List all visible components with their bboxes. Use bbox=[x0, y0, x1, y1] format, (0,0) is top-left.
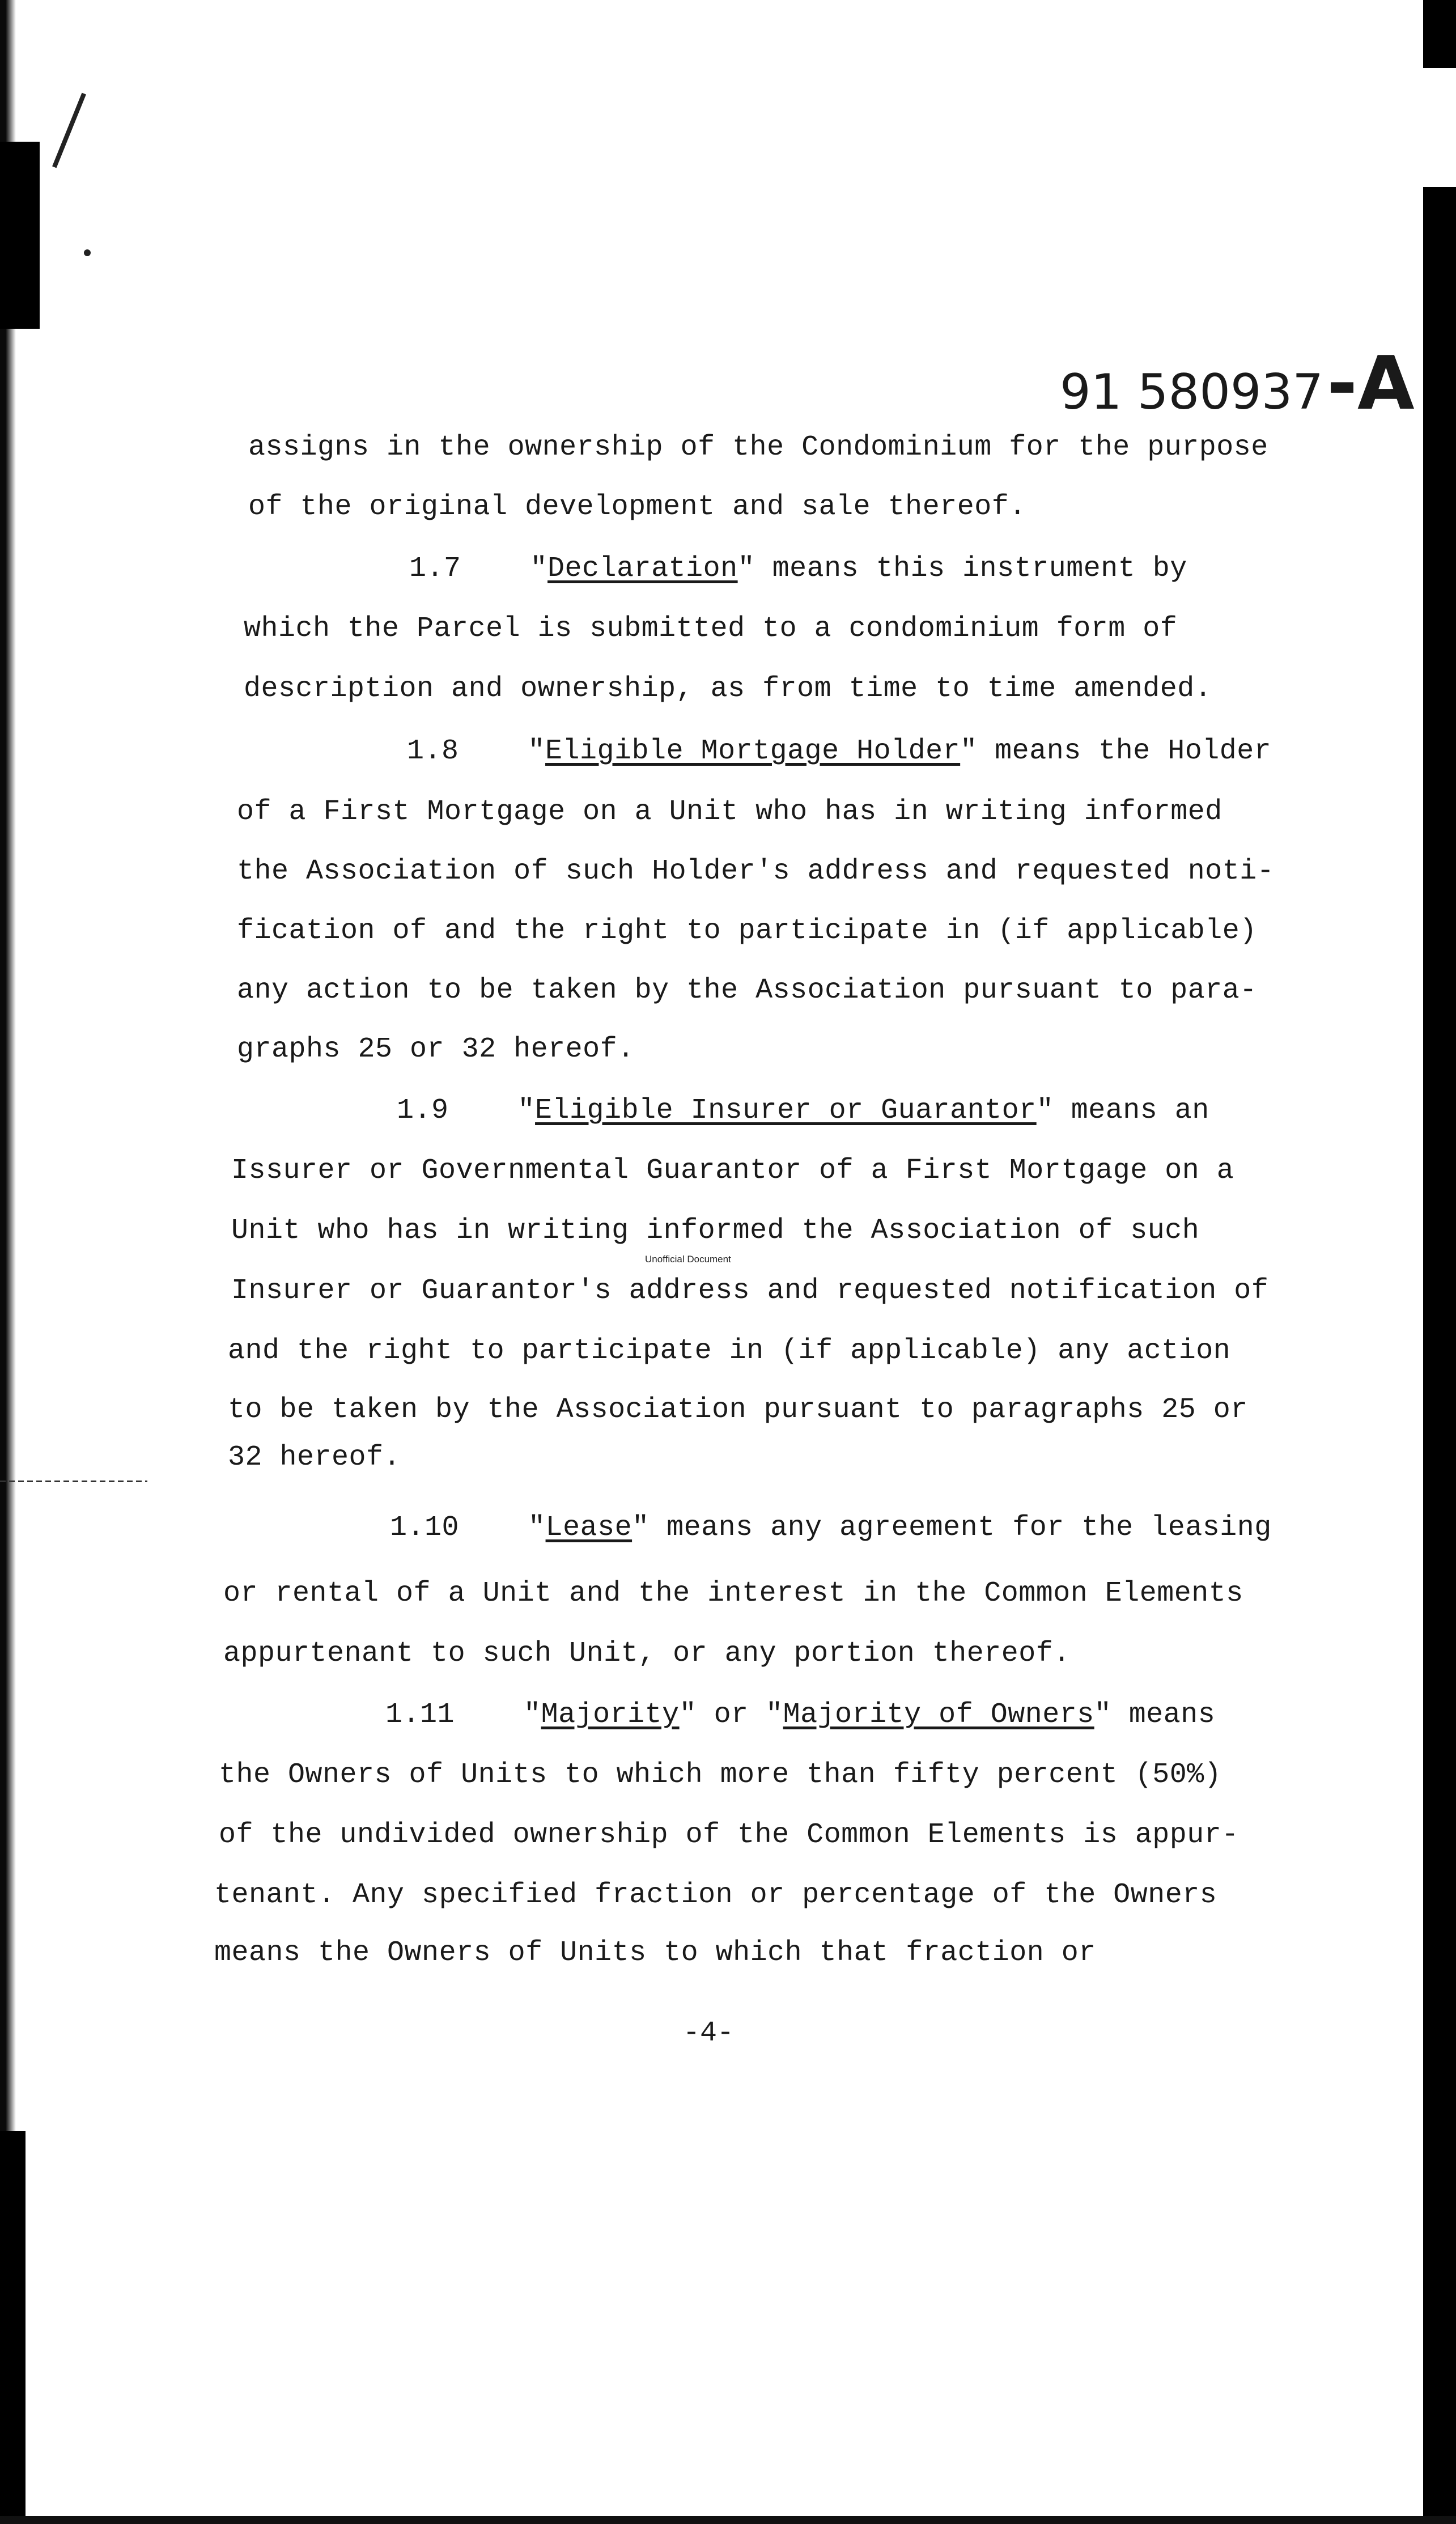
paragraph-1-10-heading: 1.10 "Lease" means any agreement for the leasing bbox=[390, 1512, 1272, 1544]
paragraph-number: 1.9 bbox=[397, 1095, 449, 1127]
paragraph-1-10-line: or rental of a Unit and the interest in the Common Elements bbox=[223, 1577, 1243, 1610]
continuation-line-1: assigns in the ownership of the Condominium for the purpose bbox=[248, 431, 1268, 464]
paragraph-1-9-line: and the right to participate in (if applicable) any action bbox=[228, 1335, 1231, 1367]
document-number-text: 91 580937 bbox=[1060, 364, 1324, 421]
paragraph-1-11-line: the Owners of Units to which more than fifty percent (50%) bbox=[219, 1759, 1222, 1791]
paragraph-1-9-heading: 1.9 "Eligible Insurer or Guarantor" means an bbox=[397, 1095, 1209, 1127]
paragraph-1-10-line: appurtenant to such Unit, or any portion thereof. bbox=[223, 1638, 1071, 1670]
paragraph-text: " means this instrument by bbox=[737, 553, 1187, 585]
document-number bbox=[1060, 340, 1415, 426]
paragraph-number: 1.8 bbox=[407, 735, 459, 767]
scan-edge-bottom bbox=[0, 2516, 1456, 2524]
watermark-text: Unofficial Document bbox=[645, 1254, 731, 1265]
page-number: -4- bbox=[683, 2017, 735, 2050]
pen-mark bbox=[52, 93, 86, 168]
paragraph-1-8-line: any action to be taken by the Association pursuant to para- bbox=[237, 974, 1257, 1007]
paragraph-number: 1.11 bbox=[385, 1699, 455, 1731]
defined-term: Majority bbox=[541, 1699, 680, 1731]
paragraph-1-8-heading: 1.8 "Eligible Mortgage Holder" means the Holder bbox=[407, 735, 1272, 767]
paragraph-1-7-line: description and ownership, as from time to time amended. bbox=[244, 673, 1212, 705]
paragraph-text: " means an bbox=[1036, 1095, 1209, 1127]
scan-edge-top-right bbox=[1423, 0, 1456, 68]
defined-term: Declaration bbox=[547, 553, 738, 585]
paragraph-1-8-line: of a First Mortgage on a Unit who has in writing informed bbox=[237, 796, 1222, 828]
paragraph-number: 1.7 bbox=[409, 553, 461, 585]
paragraph-1-11-line: means the Owners of Units to which that fraction or bbox=[214, 1937, 1096, 1969]
defined-term: Eligible Mortgage Holder bbox=[545, 735, 961, 767]
paragraph-1-9-line: Issurer or Governmental Guarantor of a First Mortgage on a bbox=[231, 1155, 1234, 1187]
paragraph-1-11-line: of the undivided ownership of the Common Elements is appur- bbox=[219, 1819, 1239, 1851]
scan-fold-line bbox=[0, 1481, 147, 1482]
document-number-suffix: -A bbox=[1327, 340, 1415, 426]
paragraph-1-7-line: which the Parcel is submitted to a condominium form of bbox=[244, 613, 1178, 645]
paragraph-text: " or " bbox=[679, 1699, 783, 1731]
paragraph-1-8-line: graphs 25 or 32 hereof. bbox=[237, 1033, 635, 1066]
paragraph-text: " means bbox=[1094, 1699, 1216, 1731]
defined-term: Majority of Owners bbox=[783, 1699, 1094, 1731]
paragraph-1-11-line: tenant. Any specified fraction or percentage of the Owners bbox=[214, 1879, 1217, 1911]
paragraph-text: " means any agreement for the leasing bbox=[632, 1512, 1272, 1544]
scan-edge-right bbox=[1423, 187, 1456, 2524]
paragraph-1-9-line: Insurer or Guarantor's address and requested notification of bbox=[231, 1275, 1269, 1307]
paragraph-1-8-line: fication of and the right to participate in (if applicable) bbox=[237, 915, 1257, 947]
paragraph-1-9-line: Unit who has in writing informed the Association of such bbox=[231, 1215, 1200, 1247]
scan-edge-left-bottom bbox=[0, 2131, 26, 2524]
defined-term: Eligible Insurer or Guarantor bbox=[535, 1095, 1037, 1127]
paragraph-1-9-line: to be taken by the Association pursuant to paragraphs 25 or bbox=[228, 1394, 1248, 1426]
paragraph-text: " means the Holder bbox=[960, 735, 1272, 767]
paragraph-1-11-heading: 1.11 "Majority" or "Majority of Owners" means bbox=[385, 1699, 1216, 1731]
paragraph-number: 1.10 bbox=[390, 1512, 460, 1544]
defined-term: Lease bbox=[545, 1512, 633, 1544]
paragraph-1-7-heading: 1.7 "Declaration" means this instrument by bbox=[409, 553, 1187, 585]
pen-dot bbox=[84, 249, 91, 256]
continuation-line-2: of the original development and sale thereof. bbox=[248, 491, 1026, 523]
paragraph-1-8-line: the Association of such Holder's address and requested noti- bbox=[237, 855, 1275, 888]
paragraph-1-9-line: 32 hereof. bbox=[228, 1441, 401, 1474]
scan-edge-left-top bbox=[0, 142, 40, 329]
